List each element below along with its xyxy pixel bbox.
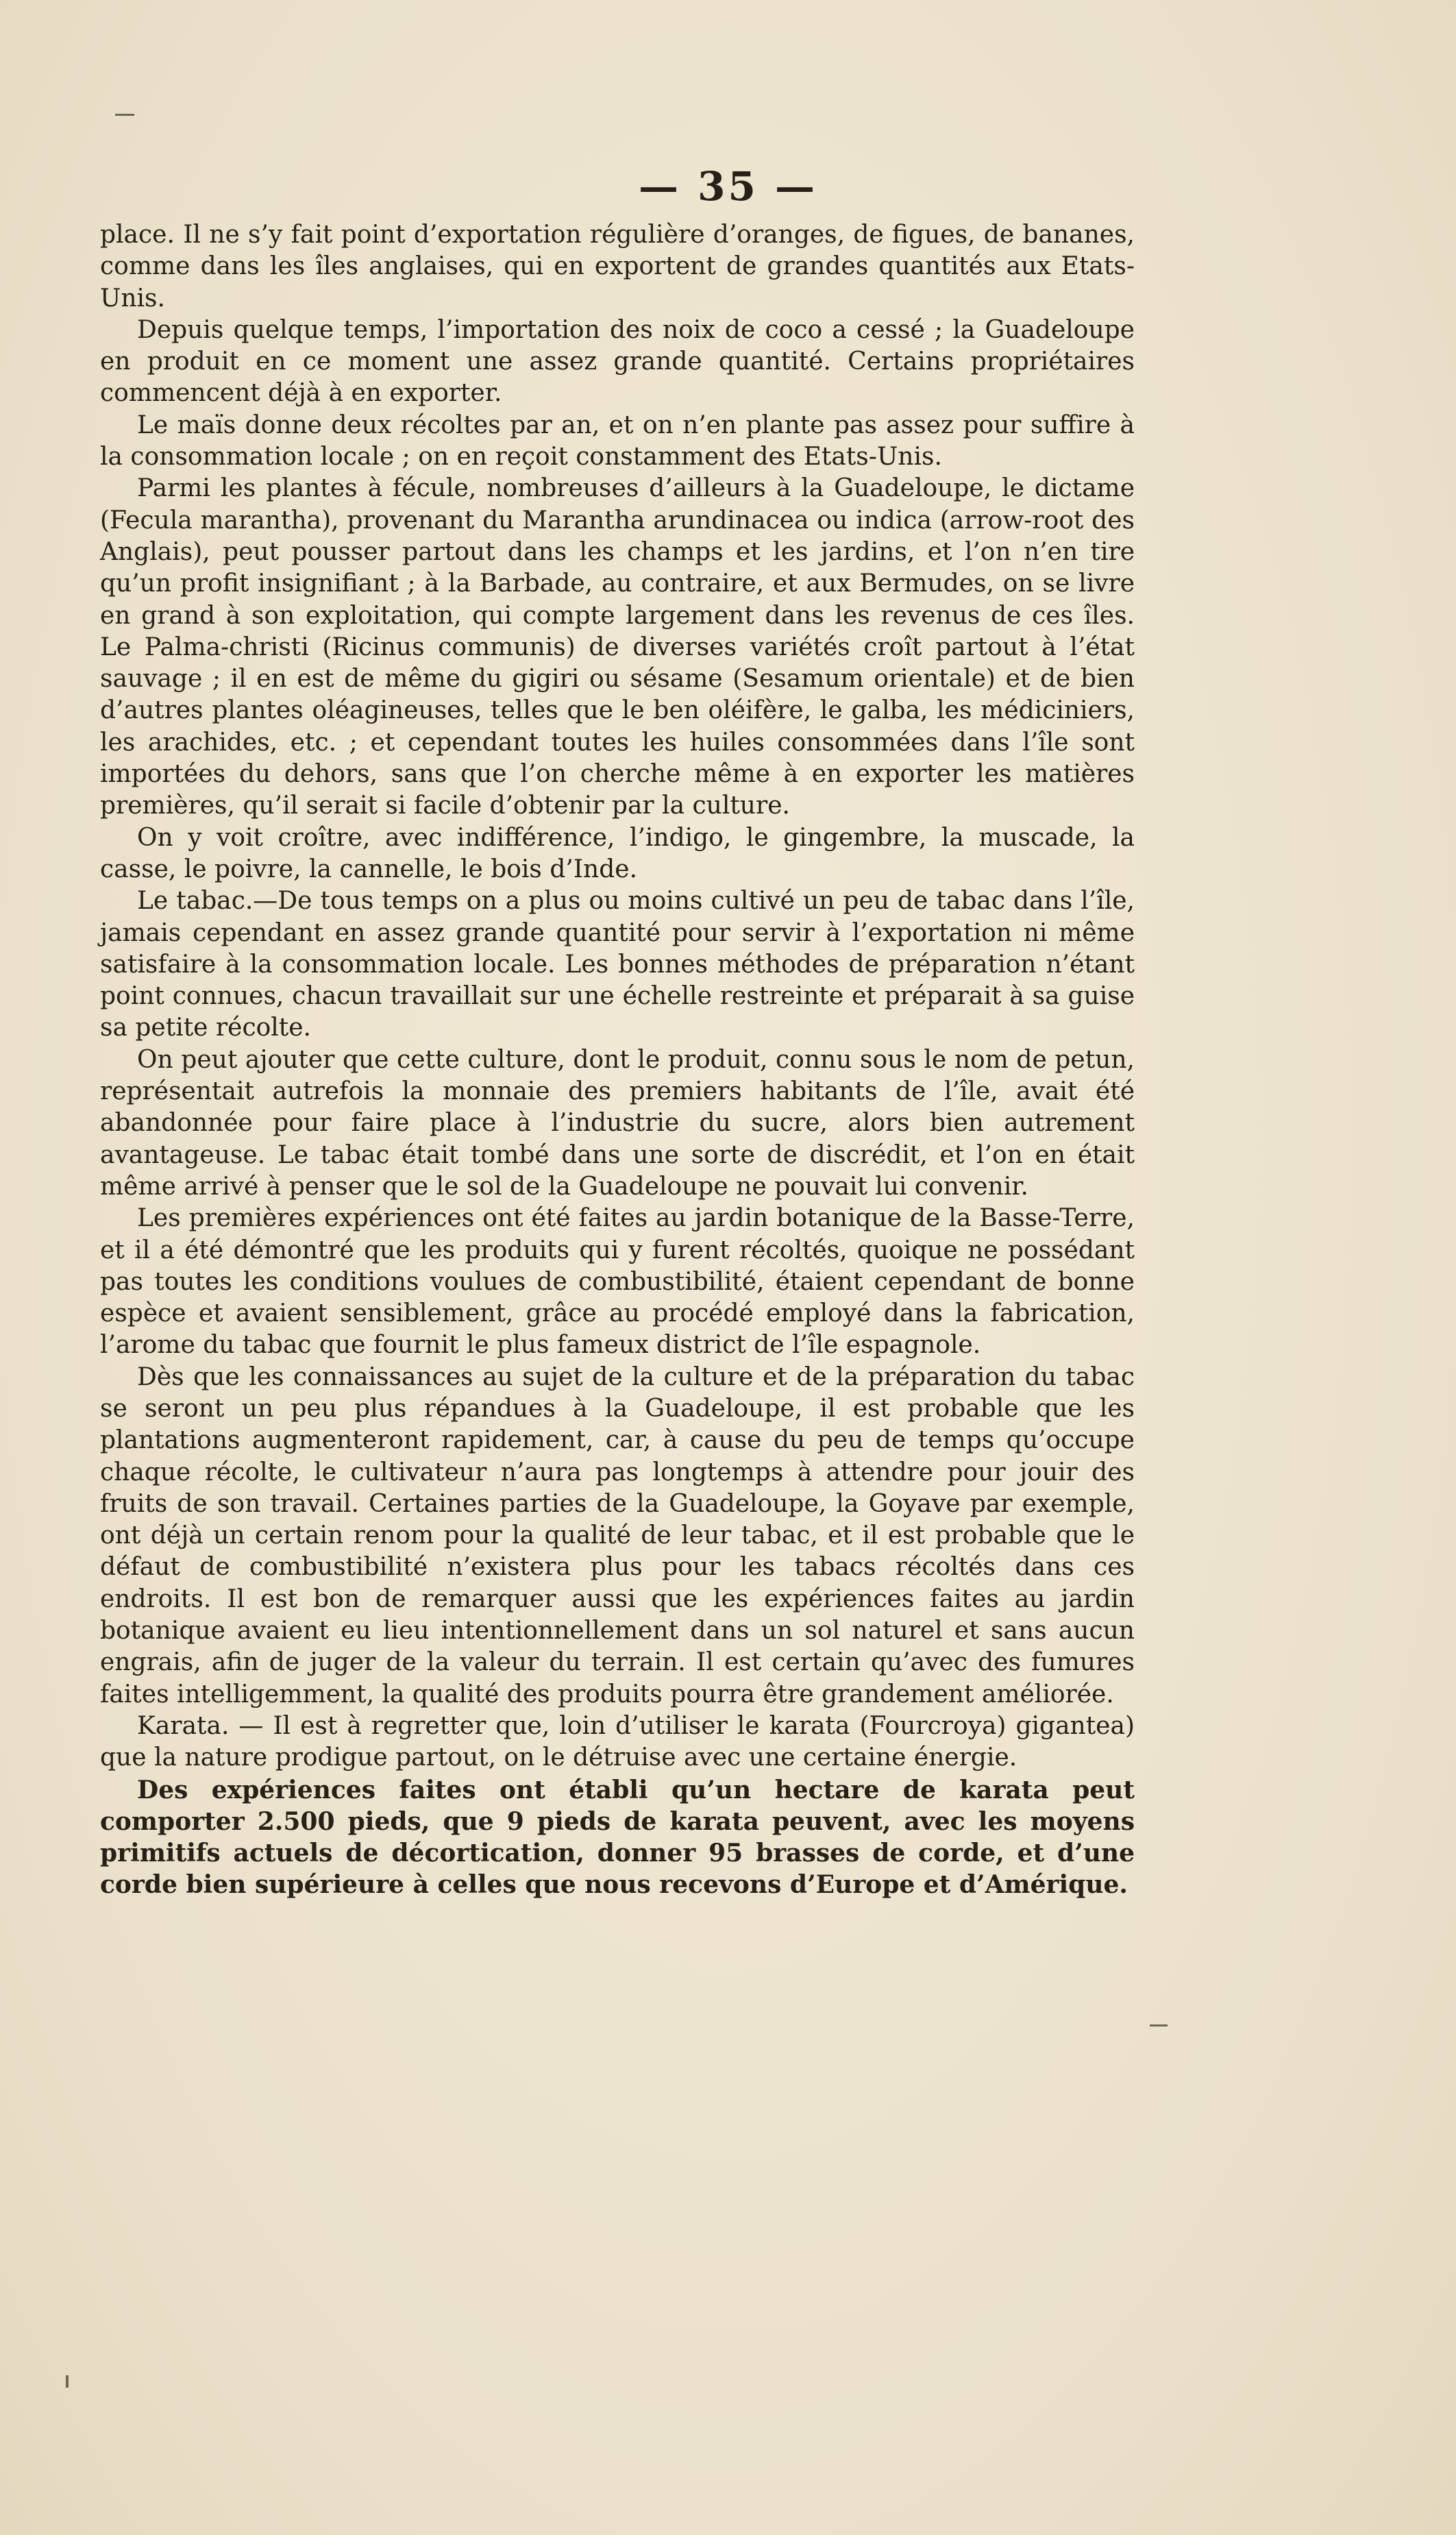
paragraph: On peut ajouter que cette culture, dont le produit, connu sous le nom de petun, représentait autrefois la monnaie des premiers habitants de l’île, avait été abandonnée pour faire place à l’industrie du sucre, alors bien autrement avantageuse. Le tabac était tombé dans une sorte de discrédit, et l’on en était même arrivé à penser que le sol de la Guadeloupe ne pouvait lui convenir.: [100, 1045, 1135, 1201]
margin-mark: [66, 2375, 69, 2388]
paragraph: Le tabac.—De tous temps on a plus ou moins cultivé un peu de tabac dans l’île, jamais cependant en assez grande quantité pour servir à l’exportation ni même satisfaire à la consommation locale. Les bonnes méthodes de préparation n’étant point connues, chacun travaillait sur une échelle restreinte et préparait à sa guise sa petite récolte.: [100, 887, 1135, 1042]
paragraph: Dès que les connaissances au sujet de la culture et de la préparation du tabac se seront un peu plus répandues à la Guadeloupe, il est probable que les plantations augmenteront rapidement, car, à cause du peu de temps qu’occupe chaque récolte, le cultivateur n’aura pas longtemps à attendre pour jouir des fruits de son travail. Certaines parties de la Guadeloupe, la Goyave par exemple, ont déjà un certain renom pour la qualité de leur tabac, et il est probable que le défaut de combustibilité n’existera plus pour les tabacs récoltés dans ces endroits. Il est bon de remarquer aussi que les expériences faites au jardin botanique avaient eu lieu intentionnellement dans un sol naturel et sans aucun engrais, afin de juger de la valeur du terrain. Il est certain qu’avec des fumures faites intelligemment, la qualité des produits pourra être grandement améliorée.: [100, 1362, 1135, 1709]
paragraph: Les premières expériences ont été faites au jardin botanique de la Basse-Terre, et il a été démontré que les produits qui y furent récoltés, quoique ne possédant pas toutes les conditions voulues de combustibilité, étaient cependant de bonne espèce et avaient sensiblement, grâce au procédé employé dans la fabrication, l’arome du tabac que fournit le plus fameux district de l’île espagnole.: [100, 1204, 1135, 1360]
paragraph: Des expériences faites ont établi qu’un hectare de karata peut comporter 2.500 pieds, que 9 pieds de karata peuvent, avec les moyens primitifs actuels de décortication, donner 95 brasses de corde, et d’une corde bien supérieure à celles que nous recevons d’Europe et d’Amérique.: [100, 1775, 1135, 1900]
page-number: — 35 —: [638, 163, 818, 210]
paragraph: Depuis quelque temps, l’importation des noix de coco a cessé ; la Guadeloupe en produit en ce moment une assez grande quantité. Certains propriétaires commencent déjà à en exporter.: [100, 315, 1135, 408]
margin-mark: [115, 114, 134, 116]
margin-mark: [1150, 2024, 1168, 2026]
paragraph: Parmi les plantes à fécule, nombreuses d’ailleurs à la Guadeloupe, le dictame (Fecula marantha), provenant du Marantha arundinacea ou indica (arrow-root des Anglais), peut pousser partout dans les champs et les jardins, et l’on n’en tire qu’un profit insignifiant ; à la Barbade, au contraire, et aux Bermudes, on se livre en grand à son exploitation, qui compte largement dans les revenus de ces îles. Le Palma-christi (Ricinus communis) de diverses variétés croît partout à l’état sauvage ; il en est de même du gigiri ou sésame (Sesamum orientale) et de bien d’autres plantes oléagineuses, telles que le ben oléifère, le galba, les médiciniers, les arachides, etc. ; et cependant toutes les huiles consommées dans l’île sont importées du dehors, sans que l’on cherche même à en exporter les matières premières, qu’il serait si facile d’obtenir par la culture.: [100, 474, 1135, 820]
paragraph: Le maïs donne deux récoltes par an, et on n’en plante pas assez pour suffire à la consommation locale ; on en reçoit constamment des Etats-Unis.: [100, 411, 1135, 472]
paragraph: place. Il ne s’y fait point d’exportation régulière d’oranges, de figues, de bananes, comme dans les îles anglaises, qui en exportent de grandes quantités aux Etats-Unis.: [100, 221, 1135, 313]
paragraph: On y voit croître, avec indifférence, l’indigo, le gingembre, la muscade, la casse, le poivre, la cannelle, le bois d’Inde.: [100, 823, 1135, 883]
body-text: [100, 219, 1135, 1901]
paragraph: Karata. — Il est à regretter que, loin d’utiliser le karata (Fourcroya) gigantea) que la nature prodigue partout, on le détruise avec une certaine énergie.: [100, 1711, 1135, 1772]
